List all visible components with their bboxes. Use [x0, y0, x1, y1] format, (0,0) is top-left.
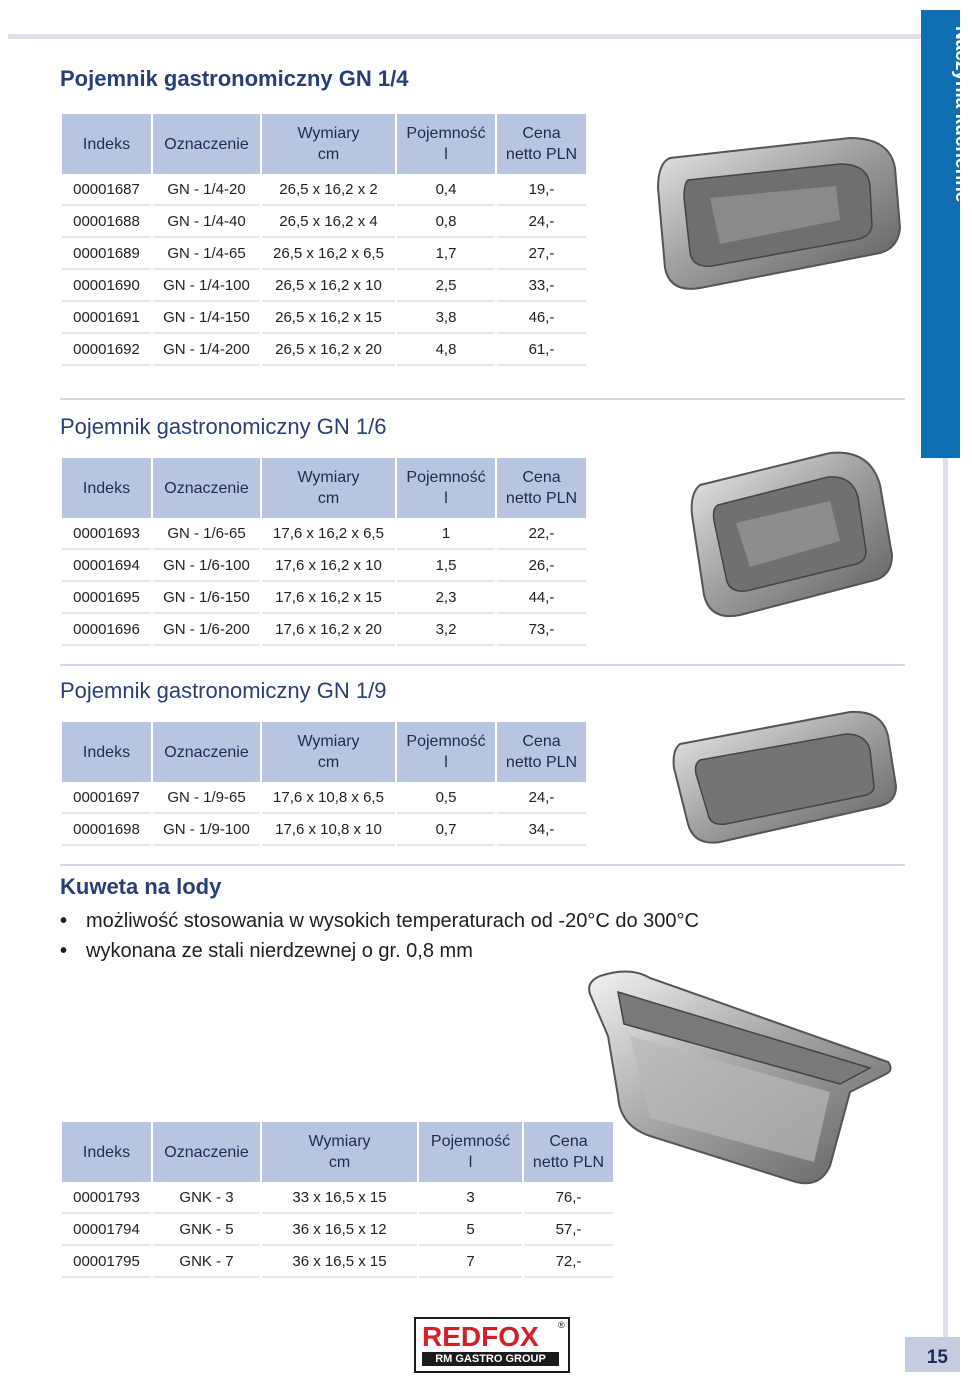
- cell-oznaczenie: GN - 1/4-200: [153, 334, 260, 366]
- table-row: [62, 1246, 613, 1278]
- section-title-gn19: Pojemnik gastronomiczny GN 1/9: [60, 678, 387, 703]
- product-table-kuweta: [60, 1122, 615, 1278]
- cell-cena: 24,-: [497, 206, 586, 238]
- cell-indeks: 00001692: [62, 334, 151, 366]
- cell-indeks: 00001795: [62, 1246, 151, 1278]
- col-header-cena: Cena netto PLN: [497, 458, 586, 518]
- product-table-gn14: [60, 114, 588, 366]
- cell-pojemnosc: 3,2: [397, 614, 495, 646]
- cell-pojemnosc: 1: [397, 518, 495, 550]
- section-divider: [60, 864, 905, 866]
- col-header-oznaczenie: Oznaczenie: [153, 458, 260, 518]
- cell-oznaczenie: GN - 1/9-65: [153, 782, 260, 814]
- page-number: 15: [905, 1337, 960, 1372]
- cell-indeks: 00001697: [62, 782, 151, 814]
- col-header-wymiary: Wymiary cm: [262, 114, 395, 174]
- col-header-oznaczenie: Oznaczenie: [153, 1122, 260, 1182]
- sidebar-category-tab[interactable]: [921, 10, 972, 458]
- cell-wymiary: 26,5 x 16,2 x 20: [262, 334, 395, 366]
- cell-cena: 22,-: [497, 518, 586, 550]
- feature-item: • możliwość stosowania w wysokich temperaturach od -20°C do 300°C: [60, 910, 699, 932]
- sidebar-category-label: Naczynia kuchenne: [950, 26, 972, 203]
- cell-indeks: 00001698: [62, 814, 151, 846]
- col-header-indeks: Indeks: [62, 1122, 151, 1182]
- col-header-indeks: Indeks: [62, 114, 151, 174]
- table-row: [62, 1182, 613, 1214]
- cell-cena: 73,-: [497, 614, 586, 646]
- cell-pojemnosc: 0,8: [397, 206, 495, 238]
- cell-pojemnosc: 0,7: [397, 814, 495, 846]
- col-header-indeks: Indeks: [62, 458, 151, 518]
- cell-wymiary: 26,5 x 16,2 x 10: [262, 270, 395, 302]
- cell-cena: 46,-: [497, 302, 586, 334]
- table-row: [62, 582, 586, 614]
- col-header-wymiary: Wymiary cm: [262, 458, 395, 518]
- feature-list: [60, 906, 699, 966]
- cell-wymiary: 26,5 x 16,2 x 2: [262, 174, 395, 206]
- cell-oznaczenie: GN - 1/4-20: [153, 174, 260, 206]
- section-title-kuweta: Kuweta na lody: [60, 874, 222, 899]
- table-row: [62, 206, 586, 238]
- cell-indeks: 00001794: [62, 1214, 151, 1246]
- table-row: [62, 270, 586, 302]
- cell-oznaczenie: GN - 1/4-40: [153, 206, 260, 238]
- cell-wymiary: 17,6 x 16,2 x 10: [262, 550, 395, 582]
- cell-oznaczenie: GNK - 7: [153, 1246, 260, 1278]
- cell-wymiary: 17,6 x 16,2 x 20: [262, 614, 395, 646]
- cell-wymiary: 26,5 x 16,2 x 15: [262, 302, 395, 334]
- cell-pojemnosc: 2,5: [397, 270, 495, 302]
- gn14-container-image: [640, 128, 910, 318]
- cell-cena: 27,-: [497, 238, 586, 270]
- cell-cena: 26,-: [497, 550, 586, 582]
- section-title-gn14: Pojemnik gastronomiczny GN 1/4: [60, 66, 409, 91]
- table-row: [62, 518, 586, 550]
- section-divider: [60, 398, 905, 400]
- section-divider: [60, 664, 905, 666]
- col-header-cena: Cena netto PLN: [497, 722, 586, 782]
- col-header-cena: Cena netto PLN: [524, 1122, 613, 1182]
- cell-cena: 24,-: [497, 782, 586, 814]
- cell-oznaczenie: GN - 1/6-65: [153, 518, 260, 550]
- cell-cena: 19,-: [497, 174, 586, 206]
- redfox-logo-icon[interactable]: [414, 1317, 570, 1373]
- cell-indeks: 00001695: [62, 582, 151, 614]
- cell-indeks: 00001688: [62, 206, 151, 238]
- cell-oznaczenie: GNK - 3: [153, 1182, 260, 1214]
- col-header-wymiary: Wymiary cm: [262, 1122, 417, 1182]
- table-row: [62, 334, 586, 366]
- col-header-indeks: Indeks: [62, 722, 151, 782]
- section-title-gn16: Pojemnik gastronomiczny GN 1/6: [60, 414, 387, 439]
- cell-pojemnosc: 4,8: [397, 334, 495, 366]
- cell-pojemnosc: 7: [419, 1246, 522, 1278]
- cell-pojemnosc: 0,5: [397, 782, 495, 814]
- cell-indeks: 00001793: [62, 1182, 151, 1214]
- cell-oznaczenie: GN - 1/4-150: [153, 302, 260, 334]
- cell-oznaczenie: GN - 1/6-150: [153, 582, 260, 614]
- cell-oznaczenie: GNK - 5: [153, 1214, 260, 1246]
- gn16-container-image: [680, 445, 910, 635]
- table-row: [62, 238, 586, 270]
- cell-indeks: 00001694: [62, 550, 151, 582]
- product-table-gn16: [60, 458, 588, 646]
- table-row: [62, 174, 586, 206]
- cell-pojemnosc: 0,4: [397, 174, 495, 206]
- cell-wymiary: 17,6 x 10,8 x 10: [262, 814, 395, 846]
- table-row: [62, 814, 586, 846]
- cell-indeks: 00001690: [62, 270, 151, 302]
- cell-oznaczenie: GN - 1/9-100: [153, 814, 260, 846]
- cell-wymiary: 36 x 16,5 x 12: [262, 1214, 417, 1246]
- cell-cena: 61,-: [497, 334, 586, 366]
- table-row: [62, 614, 586, 646]
- cell-indeks: 00001689: [62, 238, 151, 270]
- cell-pojemnosc: 1,5: [397, 550, 495, 582]
- cell-wymiary: 17,6 x 16,2 x 6,5: [262, 518, 395, 550]
- col-header-cena: Cena netto PLN: [497, 114, 586, 174]
- col-header-pojemnosc: Pojemność l: [397, 458, 495, 518]
- cell-pojemnosc: 3: [419, 1182, 522, 1214]
- cell-cena: 57,-: [524, 1214, 613, 1246]
- cell-oznaczenie: GN - 1/4-65: [153, 238, 260, 270]
- cell-cena: 76,-: [524, 1182, 613, 1214]
- cell-wymiary: 17,6 x 16,2 x 15: [262, 582, 395, 614]
- table-row: [62, 1214, 613, 1246]
- cell-indeks: 00001687: [62, 174, 151, 206]
- cell-indeks: 00001693: [62, 518, 151, 550]
- feature-item: • wykonana ze stali nierdzewnej o gr. 0,8 mm: [60, 940, 473, 962]
- cell-wymiary: 26,5 x 16,2 x 6,5: [262, 238, 395, 270]
- cell-oznaczenie: GN - 1/4-100: [153, 270, 260, 302]
- gn19-container-image: [660, 706, 910, 856]
- cell-oznaczenie: GN - 1/6-200: [153, 614, 260, 646]
- table-row: [62, 550, 586, 582]
- cell-cena: 72,-: [524, 1246, 613, 1278]
- cell-oznaczenie: GN - 1/6-100: [153, 550, 260, 582]
- cell-wymiary: 33 x 16,5 x 15: [262, 1182, 417, 1214]
- cell-wymiary: 36 x 16,5 x 15: [262, 1246, 417, 1278]
- cell-pojemnosc: 2,3: [397, 582, 495, 614]
- col-header-pojemnosc: Pojemność l: [419, 1122, 522, 1182]
- cell-indeks: 00001691: [62, 302, 151, 334]
- logo-brand: REDFOX: [422, 1321, 539, 1352]
- cell-wymiary: 26,5 x 16,2 x 4: [262, 206, 395, 238]
- cell-cena: 34,-: [497, 814, 586, 846]
- col-header-oznaczenie: Oznaczenie: [153, 722, 260, 782]
- cell-wymiary: 17,6 x 10,8 x 6,5: [262, 782, 395, 814]
- cell-pojemnosc: 3,8: [397, 302, 495, 334]
- table-row: [62, 782, 586, 814]
- cell-pojemnosc: 1,7: [397, 238, 495, 270]
- col-header-pojemnosc: Pojemność l: [397, 722, 495, 782]
- cell-cena: 33,-: [497, 270, 586, 302]
- cell-indeks: 00001696: [62, 614, 151, 646]
- logo-subtitle: RM GASTRO GROUP: [422, 1352, 559, 1366]
- registered-mark: ®: [558, 1320, 565, 1330]
- product-table-gn19: [60, 722, 588, 846]
- cell-cena: 44,-: [497, 582, 586, 614]
- col-header-wymiary: Wymiary cm: [262, 722, 395, 782]
- page-frame-top: [8, 34, 948, 39]
- cell-pojemnosc: 5: [419, 1214, 522, 1246]
- col-header-pojemnosc: Pojemność l: [397, 114, 495, 174]
- col-header-oznaczenie: Oznaczenie: [153, 114, 260, 174]
- table-row: [62, 302, 586, 334]
